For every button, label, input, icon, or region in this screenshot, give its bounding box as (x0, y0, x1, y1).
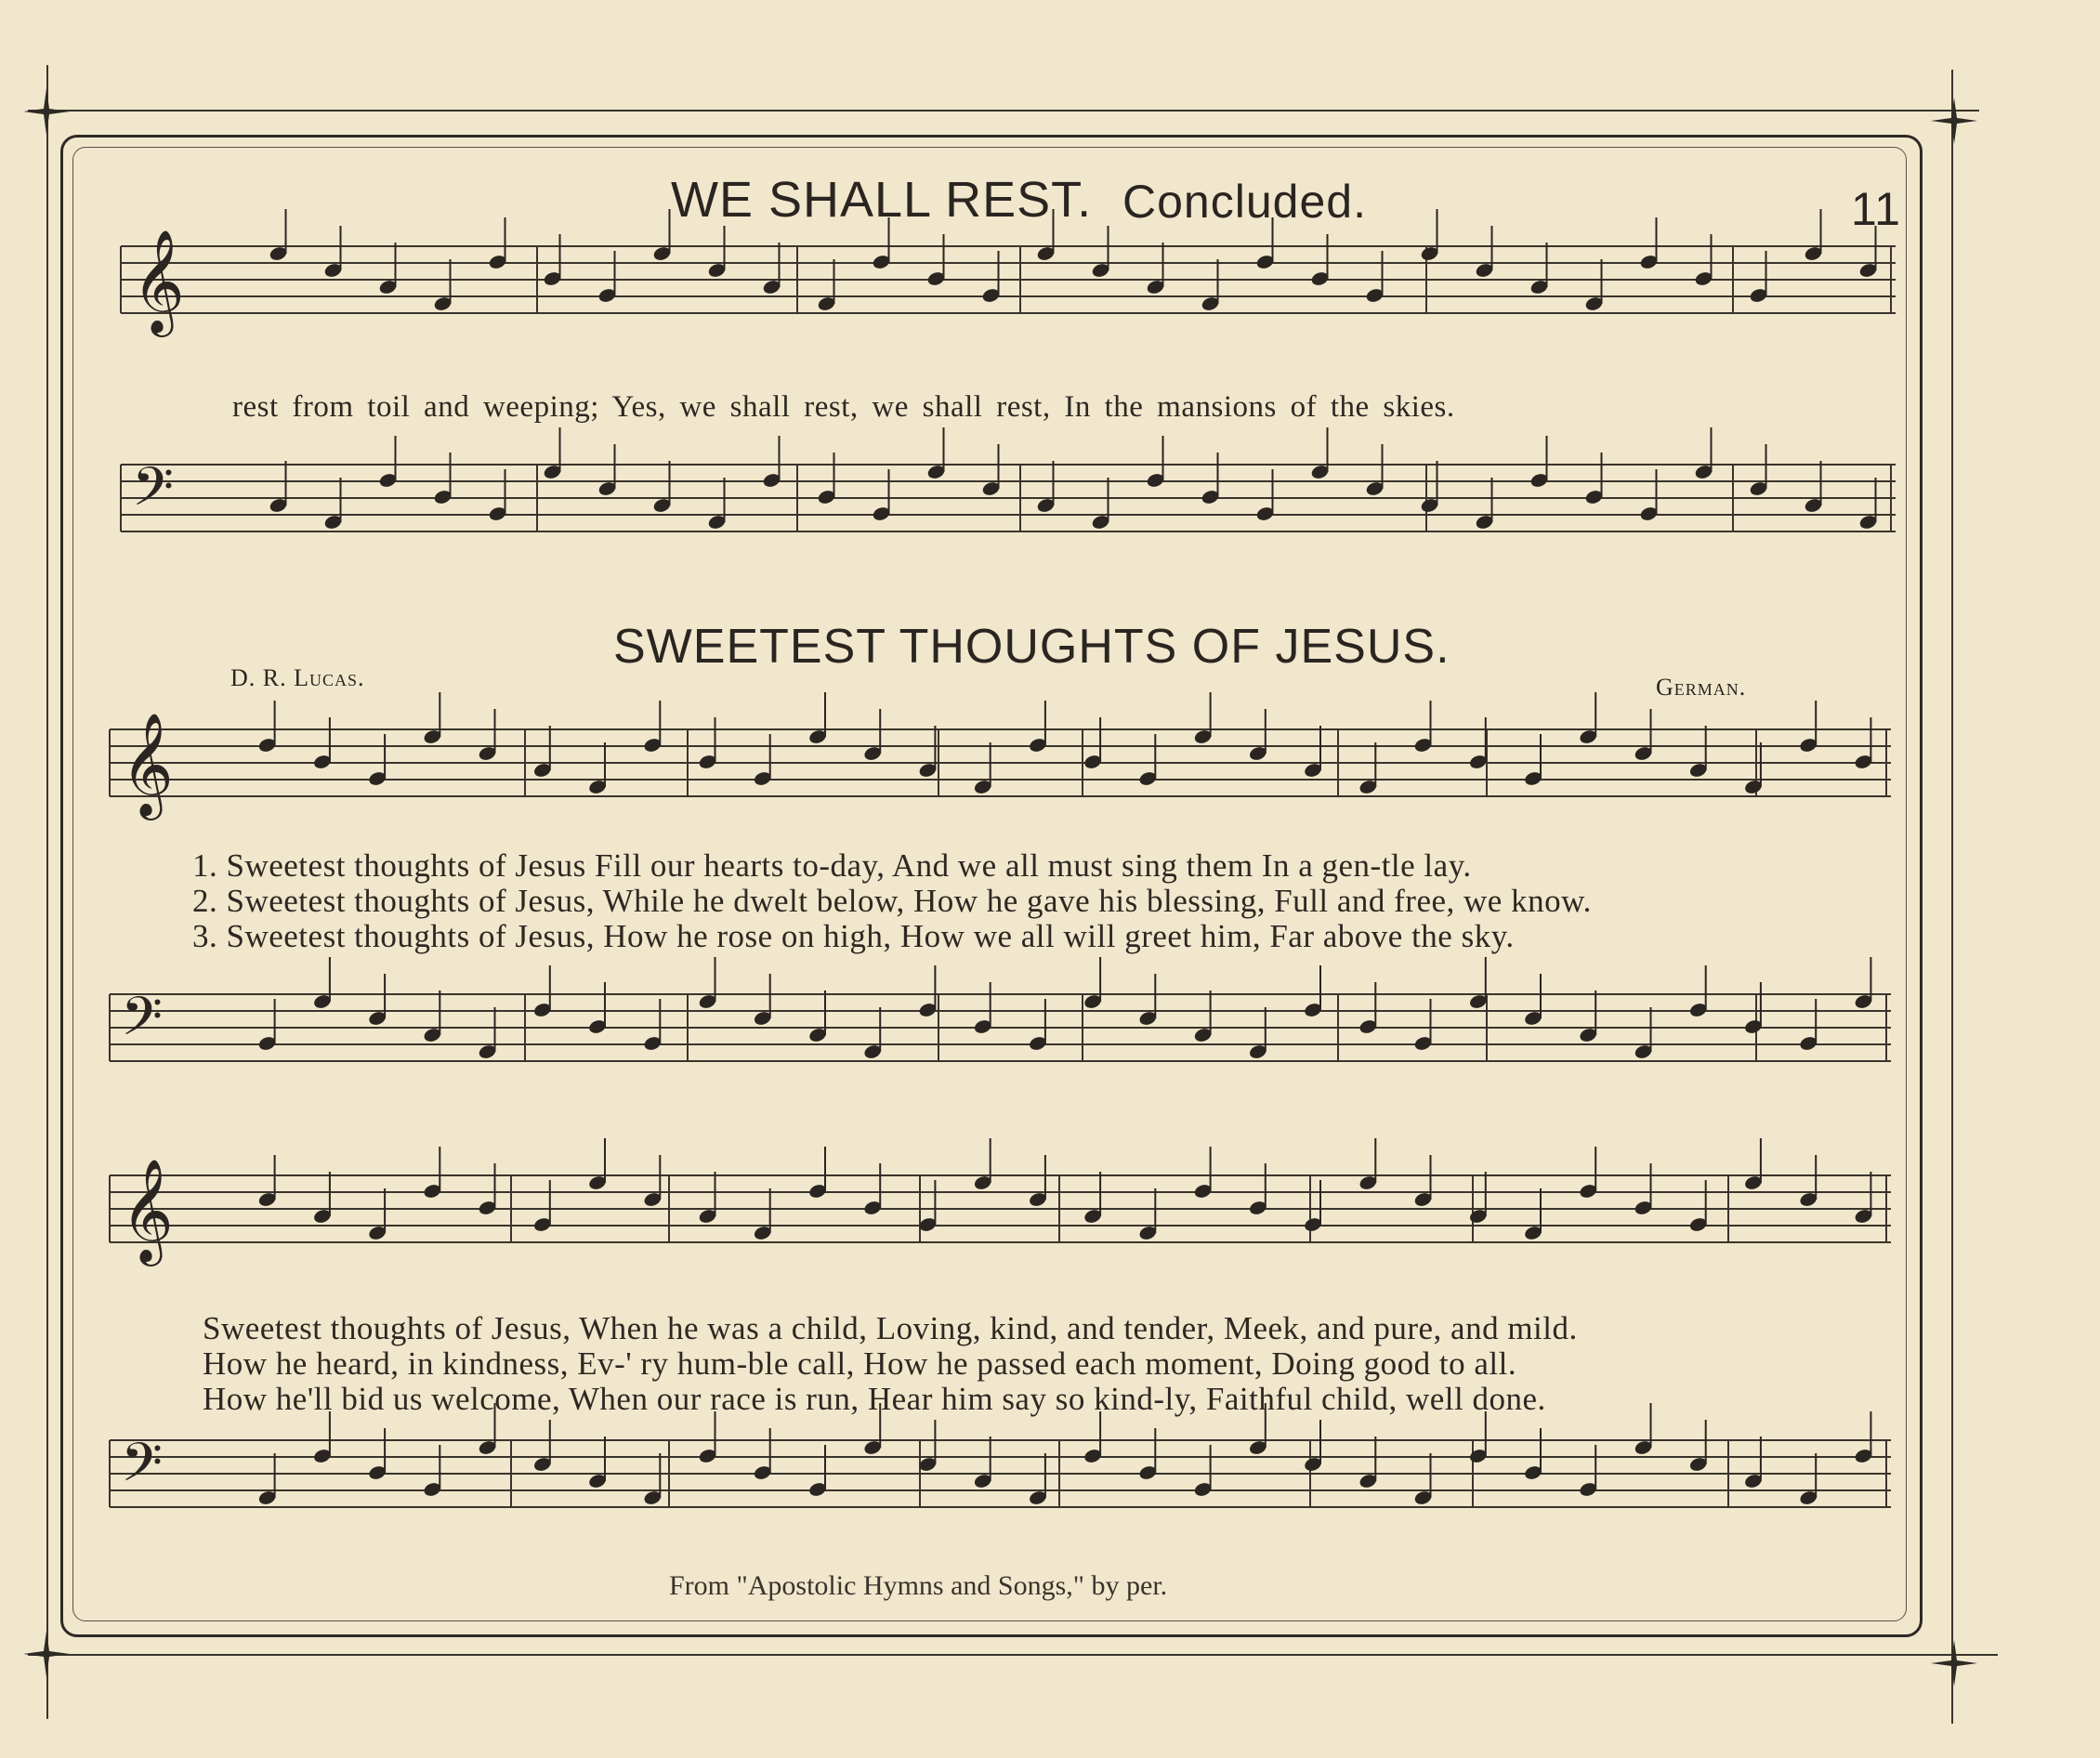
bass-clef-icon: 𝄢 (121, 985, 164, 1061)
source-credit: From "Apostolic Hymns and Songs," by per. (669, 1570, 1168, 1601)
verse-2-part-2: How he heard, in kindness, Ev-' ry hum-ble call, How he passed each moment, Doing good to all. (203, 1345, 1517, 1382)
top-hymn-title-suffix: Concluded. (1122, 176, 1367, 228)
treble-clef-icon: 𝄞 (132, 229, 185, 333)
verse-2-part-1: 2. Sweetest thoughts of Jesus, While he dwelt below, How he gave his blessing, Full and free, we know. (192, 883, 1592, 919)
hymn-author: D. R. Lucas. (230, 664, 365, 691)
hymn-title: SWEETEST THOUGHTS OF JESUS. (613, 620, 1450, 674)
treble-clef-icon: 𝄞 (121, 1158, 174, 1262)
page-number: 11 (1851, 183, 1901, 235)
bass-clef-icon: 𝄢 (121, 1431, 164, 1507)
top-hymn-title (671, 171, 1092, 229)
verse-1-part-1: 1. Sweetest thoughts of Jesus Fill our hearts to-day, And we all must sing them In a gen-tle lay. (192, 847, 1472, 884)
verse-3-part-1: 3. Sweetest thoughts of Jesus, How he rose on high, How we all will greet him, Far above the sky. (192, 918, 1515, 954)
top-hymn-title-main: WE SHALL REST. (671, 172, 1093, 228)
verse-3-part-2: How he'll bid us welcome, When our race is run, Hear him say so kind-ly, Faithful child, well done. (203, 1381, 1546, 1417)
hymn-composer: German. (1656, 674, 1747, 701)
top-hymn-lyric: rest from toil and weeping; Yes, we shall rest, we shall rest, In the mansions of the skies. (232, 390, 1455, 424)
treble-clef-icon: 𝄞 (121, 712, 174, 816)
bass-clef-icon: 𝄢 (132, 455, 175, 531)
verse-1-part-2: Sweetest thoughts of Jesus, When he was a child, Loving, kind, and tender, Meek, and pure, and mild. (203, 1310, 1578, 1346)
